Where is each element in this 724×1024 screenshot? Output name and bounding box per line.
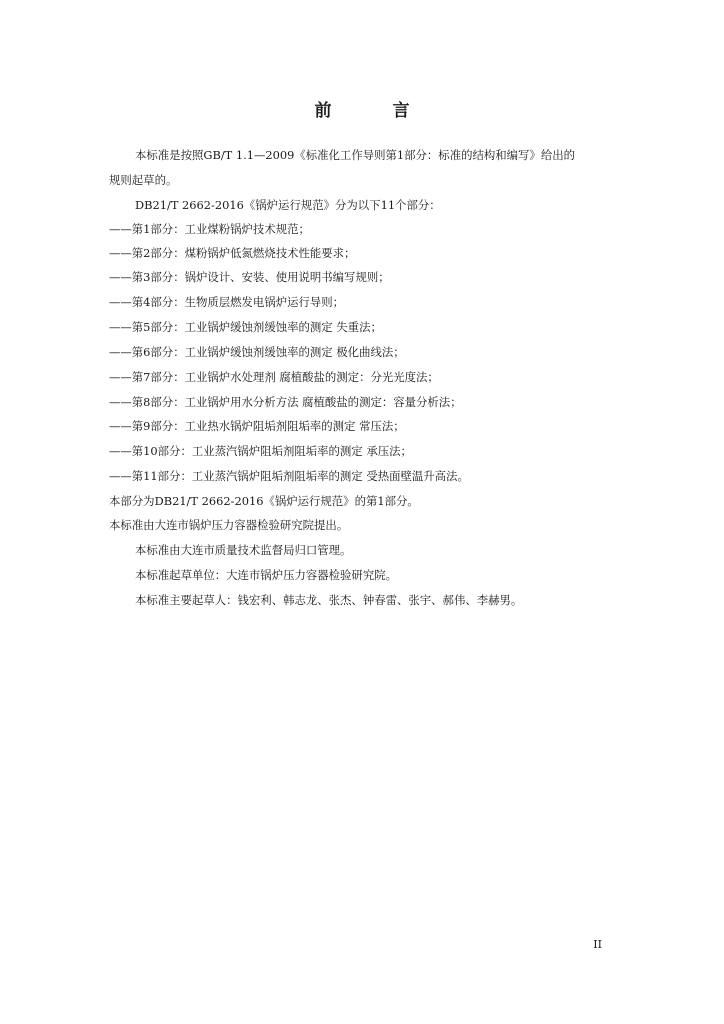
- list-item: ——第11部分：工业蒸汽锅炉阻垢剂阻垢率的测定 受热面壁温升高法。: [109, 469, 469, 483]
- list-item: ——第6部分：工业锅炉缓蚀剂缓蚀率的测定 极化曲线法；: [109, 345, 405, 359]
- page-number: II: [593, 938, 602, 951]
- list-item: ——第8部分：工业锅炉用水分析方法 腐植酸盐的测定：容量分析法；: [109, 395, 462, 409]
- list-item: ——第10部分：工业蒸汽锅炉阻垢剂阻垢率的测定 承压法；: [109, 444, 412, 458]
- list-item: ——第1部分：工业煤粉锅炉技术规范；: [109, 222, 310, 236]
- list-item: ——第2部分：煤粉锅炉低氮燃烧技术性能要求；: [109, 246, 356, 260]
- paragraph-line: 本标准由大连市质量技术监督局归口管理。: [135, 543, 352, 557]
- paragraph-line: 本部分为DB21/T 2662-2016《锅炉运行规范》的第1部分。: [109, 494, 419, 508]
- paragraph-line: 本标准主要起草人：钱宏利、韩志龙、张杰、钟春雷、张宇、郝伟、李赫男。: [135, 593, 523, 607]
- list-item: ——第3部分：锅炉设计、安装、使用说明书编写规则；: [109, 270, 390, 284]
- paragraph-line: 本标准由大连市锅炉压力容器检验研究院提出。: [109, 518, 349, 532]
- paragraph-line-3: DB21/T 2662-2016《锅炉运行规范》分为以下11个部分：: [135, 198, 441, 212]
- paragraph-line-1: 本标准是按照GB/T 1.1—2009《标准化工作导则第1部分：标准的结构和编写》给出的: [135, 148, 575, 162]
- list-item: ——第5部分：工业锅炉缓蚀剂缓蚀率的测定 失重法；: [109, 320, 382, 334]
- paragraph-line: 本标准起草单位：大连市锅炉压力容器检验研究院。: [135, 568, 397, 582]
- paragraph-line-2: 规则起草的。: [109, 173, 178, 187]
- page-title: 前 言: [314, 101, 432, 121]
- list-item: ——第7部分：工业锅炉水处理剂 腐植酸盐的测定：分光光度法；: [109, 370, 439, 384]
- list-item: ——第4部分：生物质层燃发电锅炉运行导则；: [109, 295, 345, 309]
- list-item: ——第9部分：工业热水锅炉阻垢剂阻垢率的测定 常压法；: [109, 419, 405, 433]
